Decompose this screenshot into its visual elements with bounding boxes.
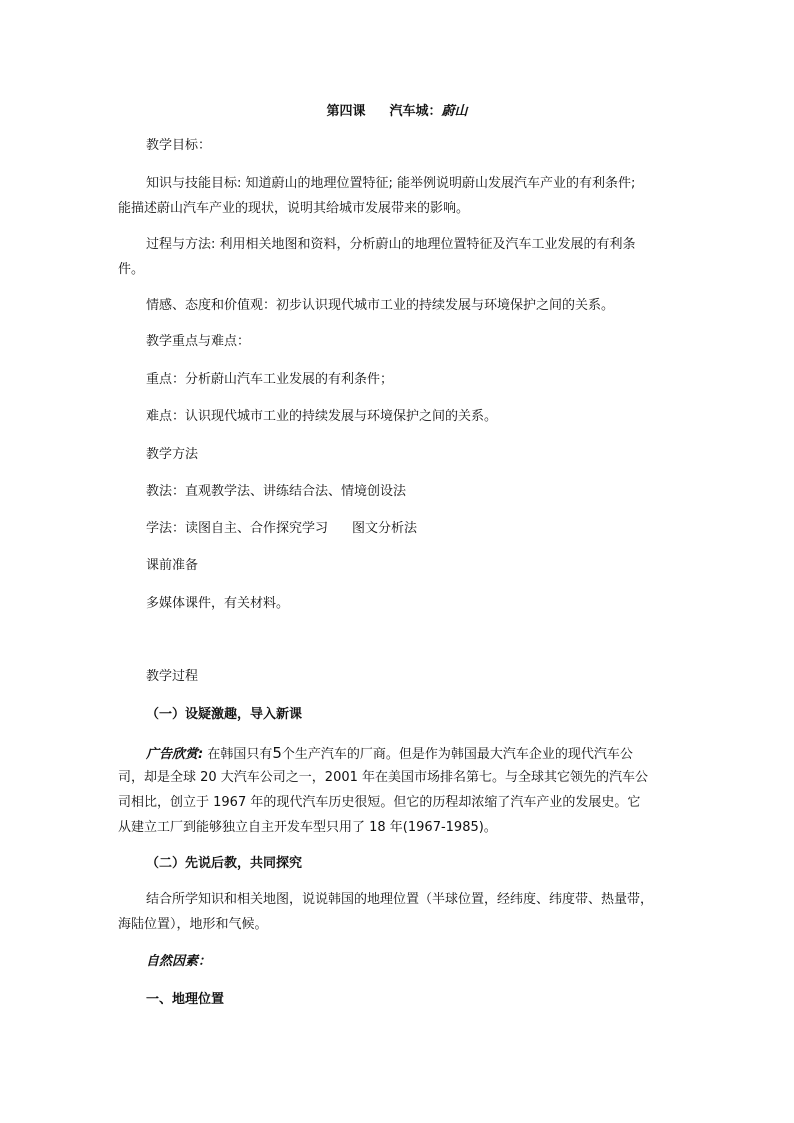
geo-location-heading: 一、地理位置 (146, 992, 225, 1007)
key-heading: 教学重点与难点： (146, 334, 251, 349)
objectives-heading: 教学目标： (146, 138, 212, 153)
lesson-topic-prefix: 汽车城： (389, 104, 442, 119)
learn-method-extra: 图文分析法 (352, 521, 418, 536)
explore-line-2: 海陆位置），地形和气候。 (118, 917, 268, 932)
learn-method (146, 520, 706, 538)
ad-line-4: 从建立工厂到能够独立自主开发车型只用了 18 年(1967-1985)。 (118, 820, 497, 835)
explore-line-1: 结合所学知识和相关地图，说说韩国的地理位置（半球位置，经纬度、纬度带、热量带， (146, 892, 654, 907)
ad-line-1-b: 个生产汽车的厂商。但是作为韩国最大汽车企业的现代汽车公 (281, 747, 633, 762)
prep-heading: 课前准备 (146, 558, 199, 573)
lesson-number: 第四课 (326, 104, 366, 119)
teach-method: 教法：直观教学法、讲练结合法、情境创设法 (146, 484, 407, 499)
lesson-title (0, 100, 794, 119)
lesson-topic: 蔚山 (441, 104, 468, 119)
ad-line-2: 司，却是全球 20 大汽车公司之一，2001 年在美国市场排名第七。与全球其它领先的汽车公 (118, 770, 649, 785)
learn-method-main: 学法：读图自主、合作探究学习 (146, 521, 329, 536)
difficult-point: 难点：认识现代城市工业的持续发展与环境保护之间的关系。 (146, 409, 498, 424)
section-2-heading: （二）先说后教，共同探究 (146, 856, 303, 871)
process-heading: 教学过程 (146, 669, 199, 684)
ad-label: 广告欣赏: (146, 747, 204, 762)
objective-emotion: 情感、态度和价值观：初步认识现代城市工业的持续发展与环境保护之间的关系。 (146, 298, 615, 313)
ad-line-3: 司相比，创立于 1967 年的现代汽车历史很短。但它的历程却浓缩了汽车产业的发展史。它 (118, 795, 641, 810)
methods-heading: 教学方法 (146, 447, 199, 462)
objective-knowledge-line-1: 知识与技能目标: 知道蔚山的地理位置特征; 能举例说明蔚山发展汽车产业的有利条件; (146, 176, 636, 191)
prep-text: 多媒体课件，有关材料。 (146, 596, 290, 611)
natural-factors-heading: 自然因素： (146, 954, 212, 969)
section-1-heading: （一）设疑激趣，导入新课 (146, 707, 303, 722)
ad-line-1 (146, 744, 706, 764)
ad-line-1-number: 5 (272, 744, 282, 762)
objective-knowledge-line-2: 能描述蔚山汽车产业的现状，说明其给城市发展带来的影响。 (118, 201, 470, 216)
ad-line-1-a: 在韩国只有 (203, 747, 273, 762)
key-point: 重点：分析蔚山汽车工业发展的有利条件； (146, 372, 394, 387)
objective-process-line-2: 件。 (118, 262, 145, 277)
objective-process-line-1: 过程与方法: 利用相关地图和资料，分析蔚山的地理位置特征及汽车工业发展的有利条 (146, 237, 636, 252)
